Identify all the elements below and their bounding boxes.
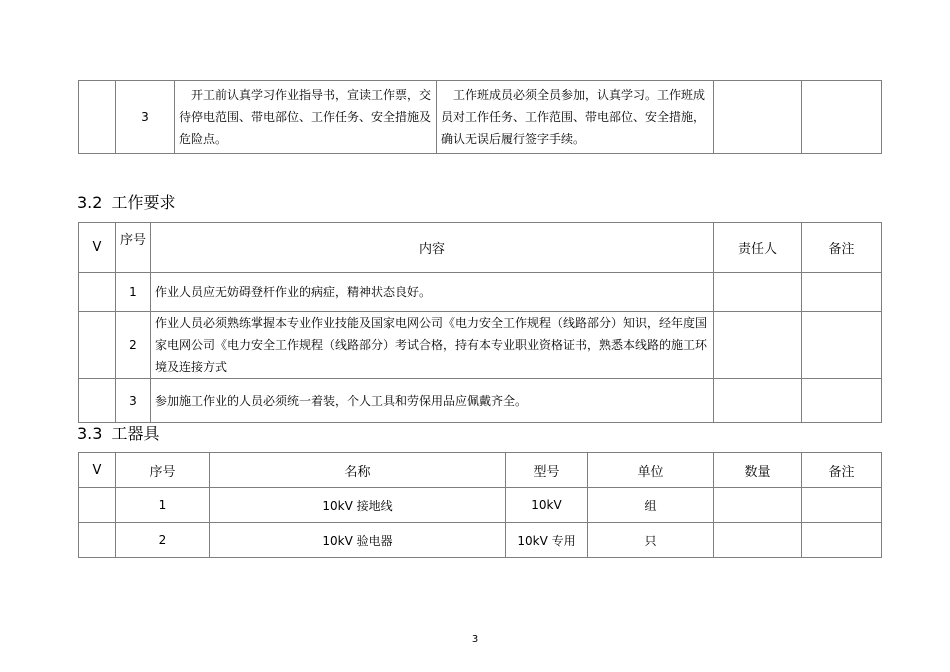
header-check: V <box>79 223 116 273</box>
table-header-row <box>79 223 882 273</box>
check-cell[interactable] <box>79 81 116 154</box>
row-number: 2 <box>116 312 151 379</box>
tool-model: 10kV 专用 <box>506 523 588 558</box>
section-title: 工器具 <box>111 424 160 443</box>
empty-cell <box>714 81 802 154</box>
tool-unit: 只 <box>588 523 714 558</box>
section-3-3-heading <box>77 424 159 444</box>
content-cell: 开工前认真学习作业指导书，宣读工作票，交待停电范围、带电部位、工作任务、安全措施及危险点。 <box>175 81 437 154</box>
header-name: 名称 <box>210 453 506 488</box>
table-row <box>79 81 882 154</box>
table-row <box>79 312 882 379</box>
tool-quantity <box>714 523 802 558</box>
table-row <box>79 488 882 523</box>
work-requirements-table <box>78 222 882 423</box>
remark-cell <box>802 379 882 423</box>
table-row <box>79 379 882 423</box>
check-cell[interactable] <box>79 523 116 558</box>
tool-unit: 组 <box>588 488 714 523</box>
content-cell: 作业人员应无妨碍登杆作业的病症，精神状态良好。 <box>151 273 714 312</box>
table-row <box>79 273 882 312</box>
remark-cell <box>802 273 882 312</box>
section-title: 工作要求 <box>111 193 176 212</box>
tools-table <box>78 452 882 558</box>
row-number: 2 <box>116 523 210 558</box>
person-cell <box>714 273 802 312</box>
row-number: 3 <box>116 81 175 154</box>
tool-quantity <box>714 488 802 523</box>
check-cell[interactable] <box>79 273 116 312</box>
header-model: 型号 <box>506 453 588 488</box>
check-cell[interactable] <box>79 379 116 423</box>
tool-name: 10kV 接地线 <box>210 488 506 523</box>
section-number: 3.2 <box>77 193 103 212</box>
check-cell[interactable] <box>79 312 116 379</box>
row-number: 1 <box>116 488 210 523</box>
person-cell <box>714 379 802 423</box>
header-remark: 备注 <box>802 453 882 488</box>
header-quantity: 数量 <box>714 453 802 488</box>
section-3-2-heading <box>77 193 175 213</box>
standard-cell: 工作班成员必须全员参加，认真学习。工作班成员对工作任务、工作范围、带电部位、安全措施，确认无误后履行签字手续。 <box>437 81 714 154</box>
table-header-row <box>79 453 882 488</box>
header-person: 责任人 <box>714 223 802 273</box>
header-number: 序号 <box>116 223 151 273</box>
empty-cell <box>802 81 882 154</box>
content-cell: 参加施工作业的人员必须统一着装，个人工具和劳保用品应佩戴齐全。 <box>151 379 714 423</box>
tool-name: 10kV 验电器 <box>210 523 506 558</box>
page-number: 3 <box>471 634 479 645</box>
tool-remark <box>802 488 882 523</box>
tool-model: 10kV <box>506 488 588 523</box>
row-number: 3 <box>116 379 151 423</box>
remark-cell <box>802 312 882 379</box>
header-number: 序号 <box>116 453 210 488</box>
check-cell[interactable] <box>79 488 116 523</box>
safety-measures-table <box>78 80 882 154</box>
row-number: 1 <box>116 273 151 312</box>
table-row <box>79 523 882 558</box>
header-check: V <box>79 453 116 488</box>
header-remark: 备注 <box>802 223 882 273</box>
person-cell <box>714 312 802 379</box>
header-unit: 单位 <box>588 453 714 488</box>
content-cell: 作业人员必须熟练掌握本专业作业技能及国家电网公司《电力安全工作规程（线路部分）知识，经年度国家电网公司《电力安全工作规程（线路部分）考试合格，持有本专业职业资格证书，熟悉本线路的施工环境及连接方式 <box>151 312 714 379</box>
tool-remark <box>802 523 882 558</box>
section-number: 3.3 <box>77 424 103 443</box>
header-content: 内容 <box>151 223 714 273</box>
